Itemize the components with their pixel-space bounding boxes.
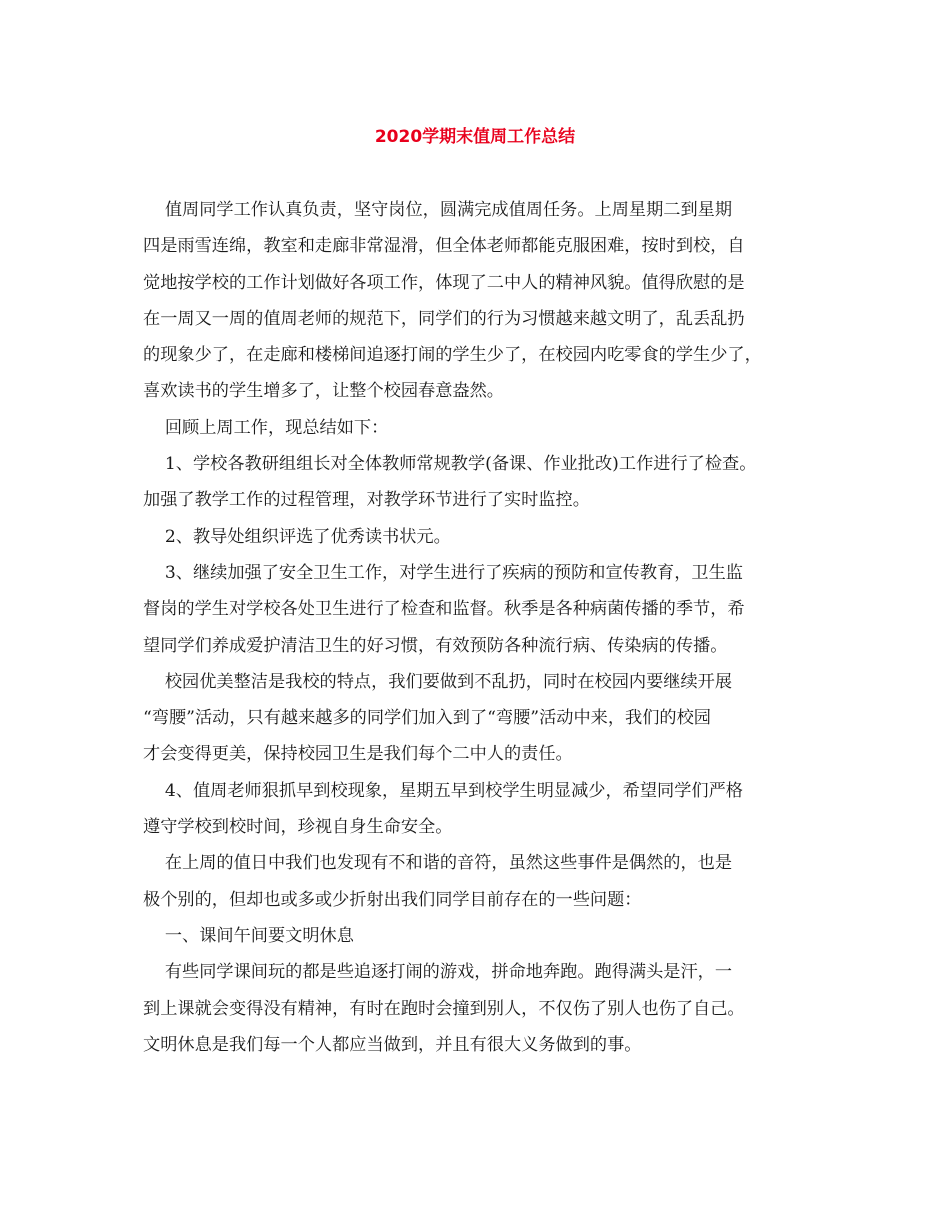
text-line: 的现象少了，在走廊和楼梯间追逐打闹的学生少了，在校园内吃零食的学生少了， <box>143 345 762 366</box>
document-title: 2020学期末值周工作总结 <box>374 127 576 147</box>
text-line: 到上课就会变得没有精神，有时在跑时会撞到别人，不仅伤了别人也伤了自己。 <box>143 998 745 1019</box>
text-line: 2、教导处组织评选了优秀读书状元。 <box>143 526 451 547</box>
text-line: 望同学们养成爱护清洁卫生的好习惯，有效预防各种流行病、传染病的传播。 <box>143 635 728 656</box>
text-line: “弯腰”活动，只有越来越多的同学们加入到了“弯腰”活动中来，我们的校园 <box>143 708 711 729</box>
text-line: 有些同学课间玩的都是些追逐打闹的游戏，拼命地奔跑。跑得满头是汗，一 <box>143 962 733 983</box>
text-line: 才会变得更美，保持校园卫生是我们每个二中人的责任。 <box>143 744 573 765</box>
text-line: 一、课间午间要文明休息 <box>143 925 354 946</box>
text-line: 值周同学工作认真负责，坚守岗位，圆满完成值周任务。上周星期二到星期 <box>143 200 733 220</box>
text-line: 督岗的学生对学校各处卫生进行了检查和监督。秋季是各种病菌传播的季节，希 <box>143 599 745 620</box>
text-line: 四是雨雪连绵，教室和走廊非常湿滑，但全体老师都能克服困难，按时到校，自 <box>143 236 745 257</box>
document-body <box>143 192 807 1063</box>
text-line: 觉地按学校的工作计划做好各项工作，体现了二中人的精神风貌。值得欣慰的是 <box>143 272 745 293</box>
text-line: 遵守学校到校时间，珍视自身生命安全。 <box>143 817 453 838</box>
text-line: 在上周的值日中我们也发现有不和谐的音符，虽然这些事件是偶然的，也是 <box>143 853 733 874</box>
text-line: 回顾上周工作，现总结如下： <box>143 417 389 438</box>
text-line: 文明休息是我们每一个人都应当做到，并且有很大义务做到的事。 <box>143 1034 642 1055</box>
text-line: 极个别的，但却也或多或少折射出我们同学目前存在的一些问题： <box>143 889 642 910</box>
text-line: 校园优美整洁是我校的特点，我们要做到不乱扔，同时在校园内要继续开展 <box>143 671 733 692</box>
text-line: 1、学校各教研组组长对全体教师常规教学(备课、作业批改)工作进行了检查。 <box>143 454 757 475</box>
text-line: 喜欢读书的学生增多了，让整个校园春意盎然。 <box>143 381 504 402</box>
text-line: 4、值周老师狠抓早到校现象，星期五早到校学生明显减少，希望同学们严格 <box>143 780 743 801</box>
text-line: 3、继续加强了安全卫生工作，对学生进行了疾病的预防和宣传教育，卫生监 <box>143 562 743 583</box>
text-line: 加强了教学工作的过程管理，对教学环节进行了实时监控。 <box>143 490 590 511</box>
text-line: 在一周又一周的值周老师的规范下，同学们的行为习惯越来越文明了，乱丢乱扔 <box>143 308 745 329</box>
